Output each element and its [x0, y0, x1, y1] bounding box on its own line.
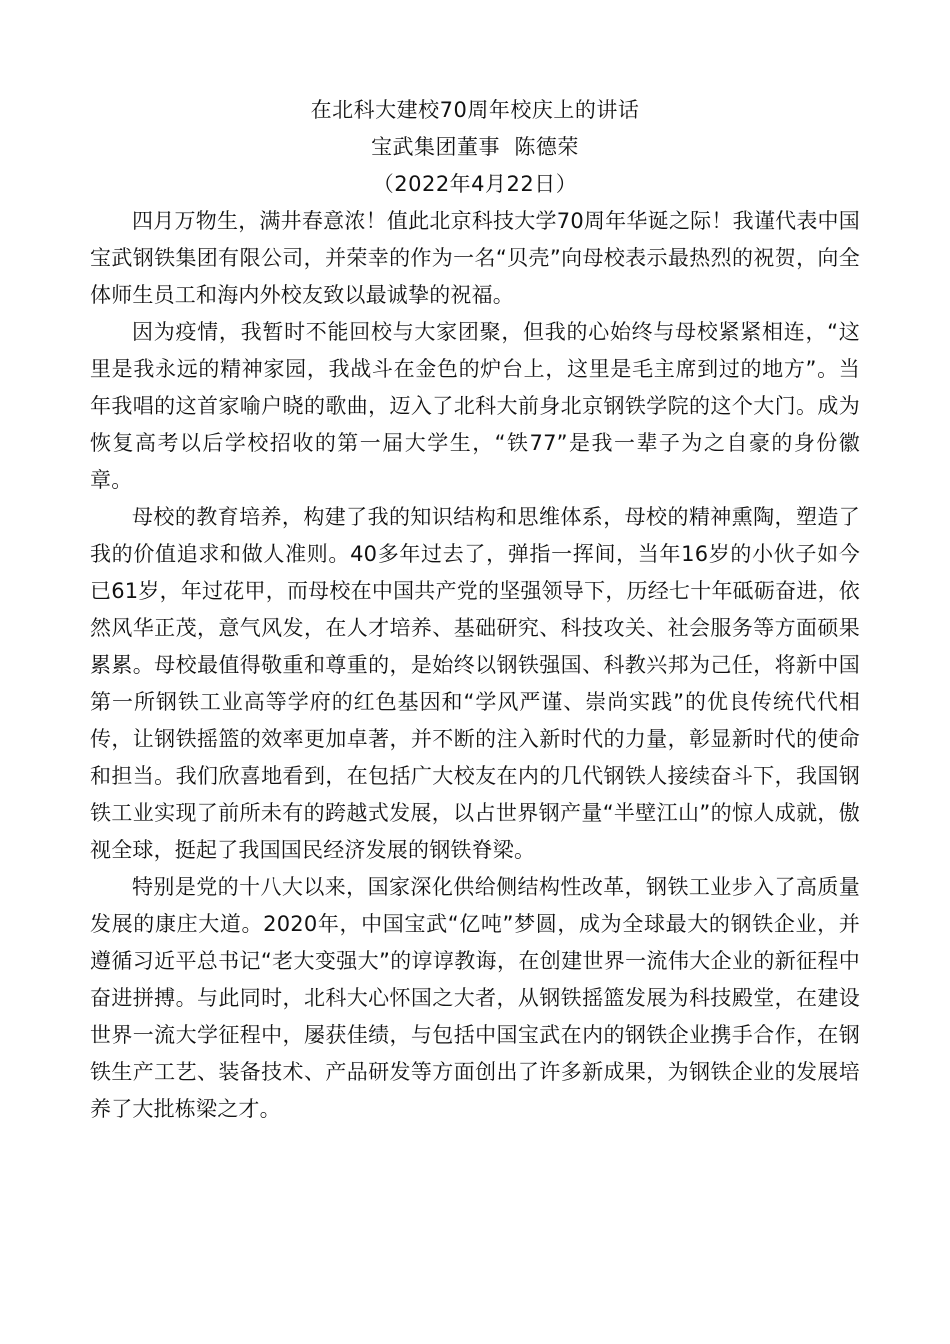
- speaker-line: 宝武集团董事 陈德荣: [371, 135, 579, 159]
- paragraph-4: 特别是党的十八大以来，国家深化供给侧结构性改革，钢铁工业步入了高质量发展的康庄大道。2020年，中国宝武“亿吨”梦圆，成为全球最大的钢铁企业，并遵循习近平总书记“老大变强大”的谆谆教诲，在创建世界一流伟大企业的新征程中奋进拼搏。与此同时，北科大心怀国之大者，从钢铁摇篮发展为科技殿堂，在建设世界一流大学征程中，屡获佳绩，与包括中国宝武在内的钢铁企业携手合作，在钢铁生产工艺、装备技术、产品研发等方面创出了许多新成果，为钢铁企业的发展培养了大批栋梁之才。: [90, 875, 860, 1121]
- speech-date: （2022年4月22日）: [372, 172, 578, 196]
- speech-body: [90, 203, 860, 1128]
- speech-title: 在北科大建校70周年校庆上的讲话: [310, 98, 640, 122]
- paragraph-3: 母校的教育培养，构建了我的知识结构和思维体系，母校的精神熏陶，塑造了我的价值追求和做人准则。40多年过去了，弹指一挥间，当年16岁的小伙子如今已61岁，年过花甲，而母校在中国共产党的坚强领导下，历经七十年砥砺奋进，依然风华正茂，意气风发，在人才培养、基础研究、科技攻关、社会服务等方面硕果累累。母校最值得敬重和尊重的，是始终以钢铁强国、科教兴邦为己任，将新中国第一所钢铁工业高等学府的红色基因和“学风严谨、崇尚实践”的优良传统代代相传，让钢铁摇篮的效率更加卓著，并不断的注入新时代的力量，彰显新时代的使命和担当。我们欣喜地看到，在包括广大校友在内的几代钢铁人接续奋斗下，我国钢铁工业实现了前所未有的跨越式发展，以占世界钢产量“半壁江山”的惊人成就，傲视全球，挺起了我国国民经济发展的钢铁脊梁。: [90, 505, 860, 862]
- paragraph-2: 因为疫情，我暂时不能回校与大家团聚，但我的心始终与母校紧紧相连，“这里是我永远的精神家园，我战斗在金色的炉台上，这里是毛主席到过的地方”。当年我唱的这首家喻户晓的歌曲，迈入了北科大前身北京钢铁学院的这个大门。成为恢复高考以后学校招收的第一届大学生，“铁77”是我一辈子为之自豪的身份徽章。: [90, 320, 860, 492]
- paragraph-1: 四月万物生，满井春意浓！值此北京科技大学70周年华诞之际！我谨代表中国宝武钢铁集团有限公司，并荣幸的作为一名“贝壳”向母校表示最热烈的祝贺，向全体师生员工和海内外校友致以最诚挚的祝福。: [90, 209, 860, 307]
- document-header: [0, 92, 950, 203]
